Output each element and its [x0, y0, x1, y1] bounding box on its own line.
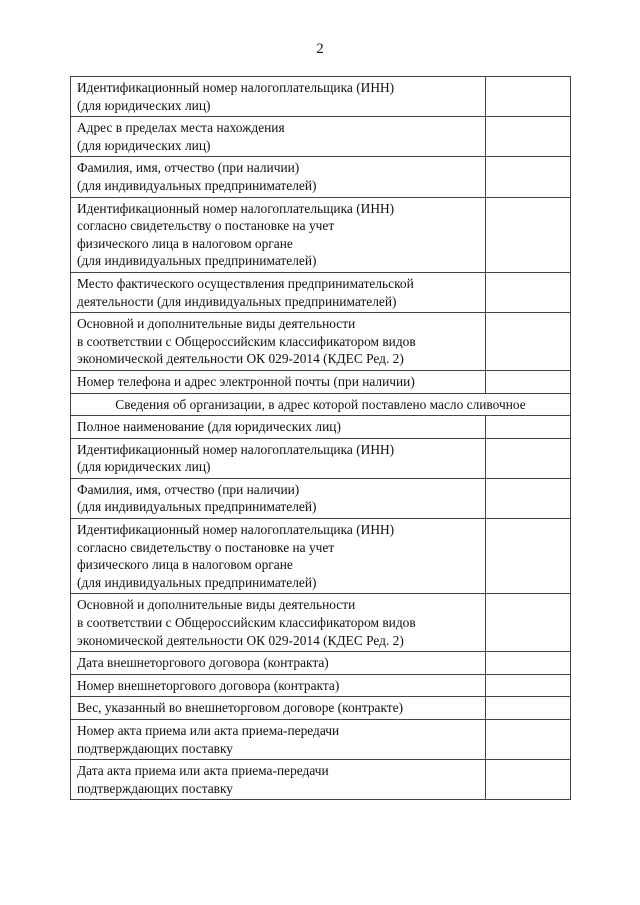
field-label-line: Фамилия, имя, отчество (при наличии) — [77, 160, 300, 176]
section-header — [71, 393, 571, 416]
field-value-cell[interactable] — [486, 438, 571, 478]
field-label — [71, 77, 486, 117]
field-label-line: Номер акта приема или акта приема-передачи — [77, 723, 340, 738]
field-value-cell[interactable] — [486, 197, 571, 272]
field-label-line: Адрес в пределах места нахождения — [77, 120, 285, 136]
field-value-cell[interactable] — [486, 674, 571, 697]
table-row — [71, 652, 571, 675]
field-label-line: (для индивидуальных предпринимателей) — [77, 499, 317, 515]
field-label-line: Дата внешнеторгового договора (контракта) — [77, 655, 329, 671]
field-label-line: (для юридических лиц) — [77, 459, 211, 475]
field-label-line: согласно свидетельству о постановке на учет — [77, 539, 335, 555]
field-label-line: (для индивидуальных предпринимателей) — [77, 253, 317, 269]
field-value-cell[interactable] — [486, 416, 571, 439]
field-label-line: Фамилия, имя, отчество (при наличии) — [77, 481, 300, 497]
table-row — [71, 438, 571, 478]
field-label — [71, 652, 486, 675]
table-row — [71, 157, 571, 197]
field-label — [71, 197, 486, 272]
field-label-line: подтверждающих поставку — [77, 740, 233, 756]
field-label — [71, 720, 486, 760]
table-row — [71, 478, 571, 518]
field-label — [71, 438, 486, 478]
field-label-line: Вес, указанный во внешнеторговом договоре (контракте) — [77, 700, 404, 716]
field-label-line: экономической деятельности ОК 029-2014 (КДЕС Ред. 2) — [77, 632, 404, 648]
field-label-line: Идентификационный номер налогоплательщика (ИНН) — [77, 200, 395, 216]
field-value-cell[interactable] — [486, 697, 571, 720]
field-value-cell[interactable] — [486, 272, 571, 312]
table-row — [71, 674, 571, 697]
table-row — [71, 313, 571, 371]
field-label-line: (для юридических лиц) — [77, 97, 211, 113]
field-label-line: (для индивидуальных предпринимателей) — [77, 574, 317, 590]
field-label — [71, 157, 486, 197]
field-value-cell[interactable] — [486, 519, 571, 594]
field-label-line: Основной и дополнительные виды деятельности — [77, 597, 356, 613]
field-value-cell[interactable] — [486, 313, 571, 371]
field-label-line: (для индивидуальных предпринимателей) — [77, 177, 317, 193]
field-label-line: согласно свидетельству о постановке на учет — [77, 218, 335, 234]
field-label — [71, 478, 486, 518]
form-table — [70, 76, 571, 800]
field-label — [71, 416, 486, 439]
table-row — [71, 416, 571, 439]
field-value-cell[interactable] — [486, 117, 571, 157]
table-row — [71, 720, 571, 760]
table-row — [71, 77, 571, 117]
field-label-line: физического лица в налоговом органе — [77, 557, 293, 573]
field-value-cell[interactable] — [486, 157, 571, 197]
field-label-line: Номер внешнеторгового договора (контракта) — [77, 677, 340, 693]
field-label-line: в соответствии с Общероссийским классификатором видов — [77, 615, 416, 631]
field-label-line: Идентификационный номер налогоплательщика (ИНН) — [77, 522, 395, 538]
field-label-line: Идентификационный номер налогоплательщика (ИНН) — [77, 80, 395, 95]
table-row — [71, 697, 571, 720]
field-value-cell[interactable] — [486, 652, 571, 675]
field-label — [71, 594, 486, 652]
table-row — [71, 370, 571, 393]
page-number: 2 — [316, 41, 324, 57]
field-label-line: деятельности (для индивидуальных предпринимателей) — [77, 293, 397, 309]
field-label-line: (для юридических лиц) — [77, 137, 211, 153]
form-table-body — [71, 77, 571, 800]
field-label-line: Идентификационный номер налогоплательщика (ИНН) — [77, 441, 395, 457]
field-label-line: в соответствии с Общероссийским классификатором видов — [77, 333, 416, 349]
table-row — [71, 760, 571, 800]
field-value-cell[interactable] — [486, 77, 571, 117]
table-row — [71, 117, 571, 157]
field-value-cell[interactable] — [486, 720, 571, 760]
section-header-text: Сведения об организации, в адрес которой поставлено масло сливочное — [115, 396, 526, 412]
field-value-cell[interactable] — [486, 478, 571, 518]
section-header-row — [71, 393, 571, 416]
field-label — [71, 272, 486, 312]
field-label-line: экономической деятельности ОК 029-2014 (КДЕС Ред. 2) — [77, 351, 404, 367]
table-row — [71, 272, 571, 312]
table-row — [71, 197, 571, 272]
table-row — [71, 519, 571, 594]
field-label-line: Номер телефона и адрес электронной почты (при наличии) — [77, 373, 415, 389]
field-label-line: физического лица в налоговом органе — [77, 235, 293, 251]
field-label — [71, 370, 486, 393]
field-label-line: Основной и дополнительные виды деятельности — [77, 316, 356, 332]
field-value-cell[interactable] — [486, 370, 571, 393]
field-label — [71, 117, 486, 157]
field-label — [71, 697, 486, 720]
field-label — [71, 313, 486, 371]
field-value-cell[interactable] — [486, 760, 571, 800]
field-label-line: Место фактического осуществления предпринимательской — [77, 275, 414, 291]
field-label — [71, 674, 486, 697]
field-label — [71, 760, 486, 800]
field-label-line: Дата акта приема или акта приема-передачи — [77, 763, 329, 779]
table-row — [71, 594, 571, 652]
field-label-line: Полное наименование (для юридических лиц) — [77, 419, 341, 435]
field-value-cell[interactable] — [486, 594, 571, 652]
field-label — [71, 519, 486, 594]
field-label-line: подтверждающих поставку — [77, 780, 233, 796]
